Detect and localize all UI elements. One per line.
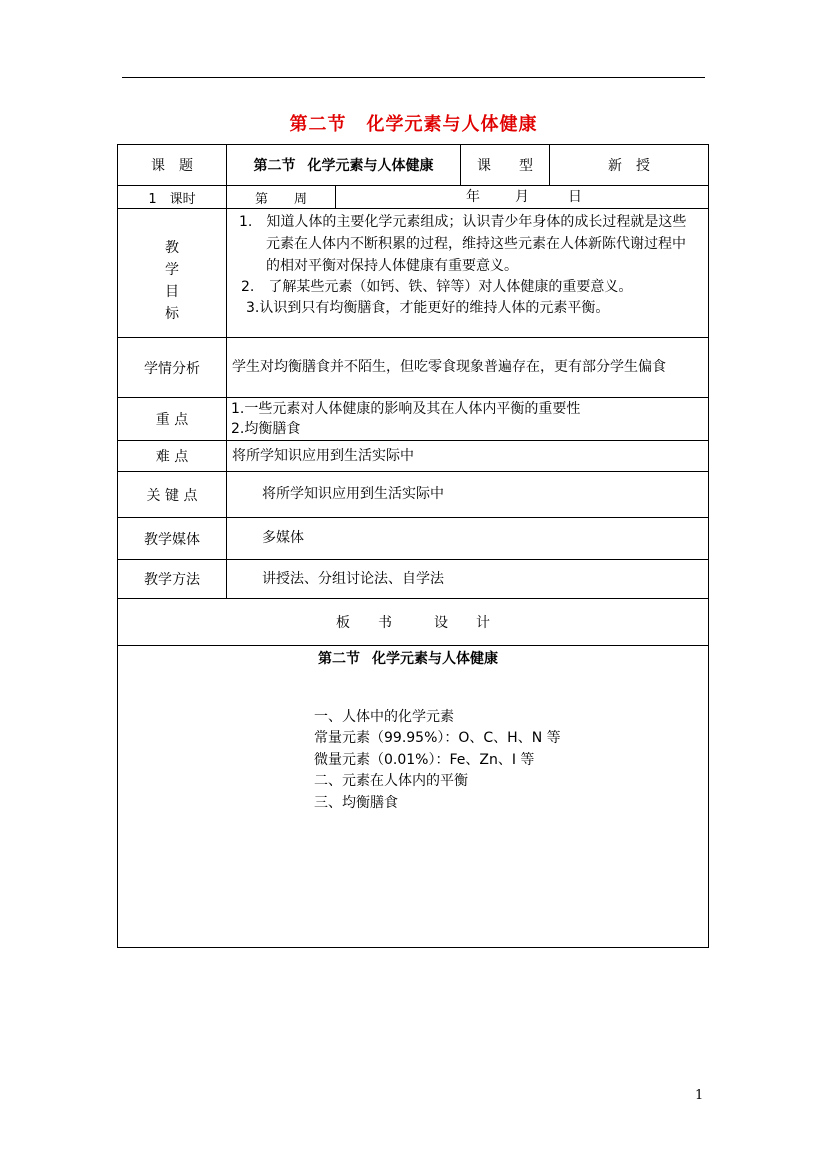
board-line: 二、元素在人体内的平衡 [314,773,468,789]
topic-value [227,145,460,185]
difficulty-value: 将所学知识应用到生活实际中 [232,448,414,464]
board-line: 三、均衡膳食 [314,795,398,811]
objective-line: 2. 了解某些元素（如钙、铁、锌等）对人体健康的重要意义。 [241,279,633,295]
board-line: 常量元素（99.95%）：O、C、H、N 等 [314,730,561,746]
board-title-section: 第二节 [318,651,360,667]
difficulty-label: 难 点 [155,449,189,465]
title-section: 第二节 [289,114,347,135]
objectives-label-char: 学 [165,262,179,278]
objectives-label-char: 目 [165,284,179,300]
objectives-label-char: 教 [165,240,179,256]
key-points-line: 1.一些元素对人体健康的影响及其在人体内平衡的重要性 [231,401,581,417]
analysis-value: 学生对均衡膳食并不陌生，但吃零食现象普遍存在，更有部分学生偏食 [232,359,666,375]
board-title-topic: 化学元素与人体健康 [372,651,498,667]
board-title [318,648,498,668]
analysis-label: 学情分析 [144,360,200,377]
board-design-heading: 板 书 设 计 [336,615,490,631]
year-label: 年 [466,189,480,205]
week-field: 第 周 [254,191,307,207]
title-topic: 化学元素与人体健康 [366,114,538,135]
lesson-plan-table [117,144,709,948]
board-line: 微量元素（0.01%）：Fe、Zn、I 等 [314,752,535,768]
key-points-label: 重 点 [155,412,189,428]
media-label: 教学媒体 [144,531,200,548]
topic-label: 课 题 [151,158,193,174]
topic-value-name: 化学元素与人体健康 [307,158,434,174]
methods-value: 讲授法、分组讨论法、自学法 [262,571,444,587]
topic-value-section: 第二节 [253,158,296,174]
type-value: 新 授 [608,158,650,174]
objectives-label-char: 标 [165,306,179,322]
month-label: 月 [515,189,529,205]
header-rule [122,77,705,78]
class-hours: 1 课时 [148,191,196,207]
objective-line: 的相对平衡对保持人体健康有重要意义。 [266,258,518,274]
objective-line: 1. 知道人体的主要化学元素组成；认识青少年身体的成长过程就是这些 [239,214,687,230]
crux-value: 将所学知识应用到生活实际中 [262,486,444,502]
key-points-line: 2.均衡膳食 [231,421,301,437]
type-label: 课 型 [477,158,533,174]
day-label: 日 [568,189,582,205]
crux-label: 关 键 点 [146,487,198,504]
page-number: 1 [695,1088,704,1103]
objective-line: 元素在人体内不断积累的过程，维持这些元素在人体新陈代谢过程中 [266,236,686,252]
objective-line: 3.认识到只有均衡膳食，才能更好的维持人体的元素平衡。 [246,300,610,316]
media-value: 多媒体 [262,530,304,546]
objectives-label [118,237,226,325]
document-title [0,110,827,136]
methods-label: 教学方法 [144,572,200,588]
board-line: 一、人体中的化学元素 [314,709,454,725]
